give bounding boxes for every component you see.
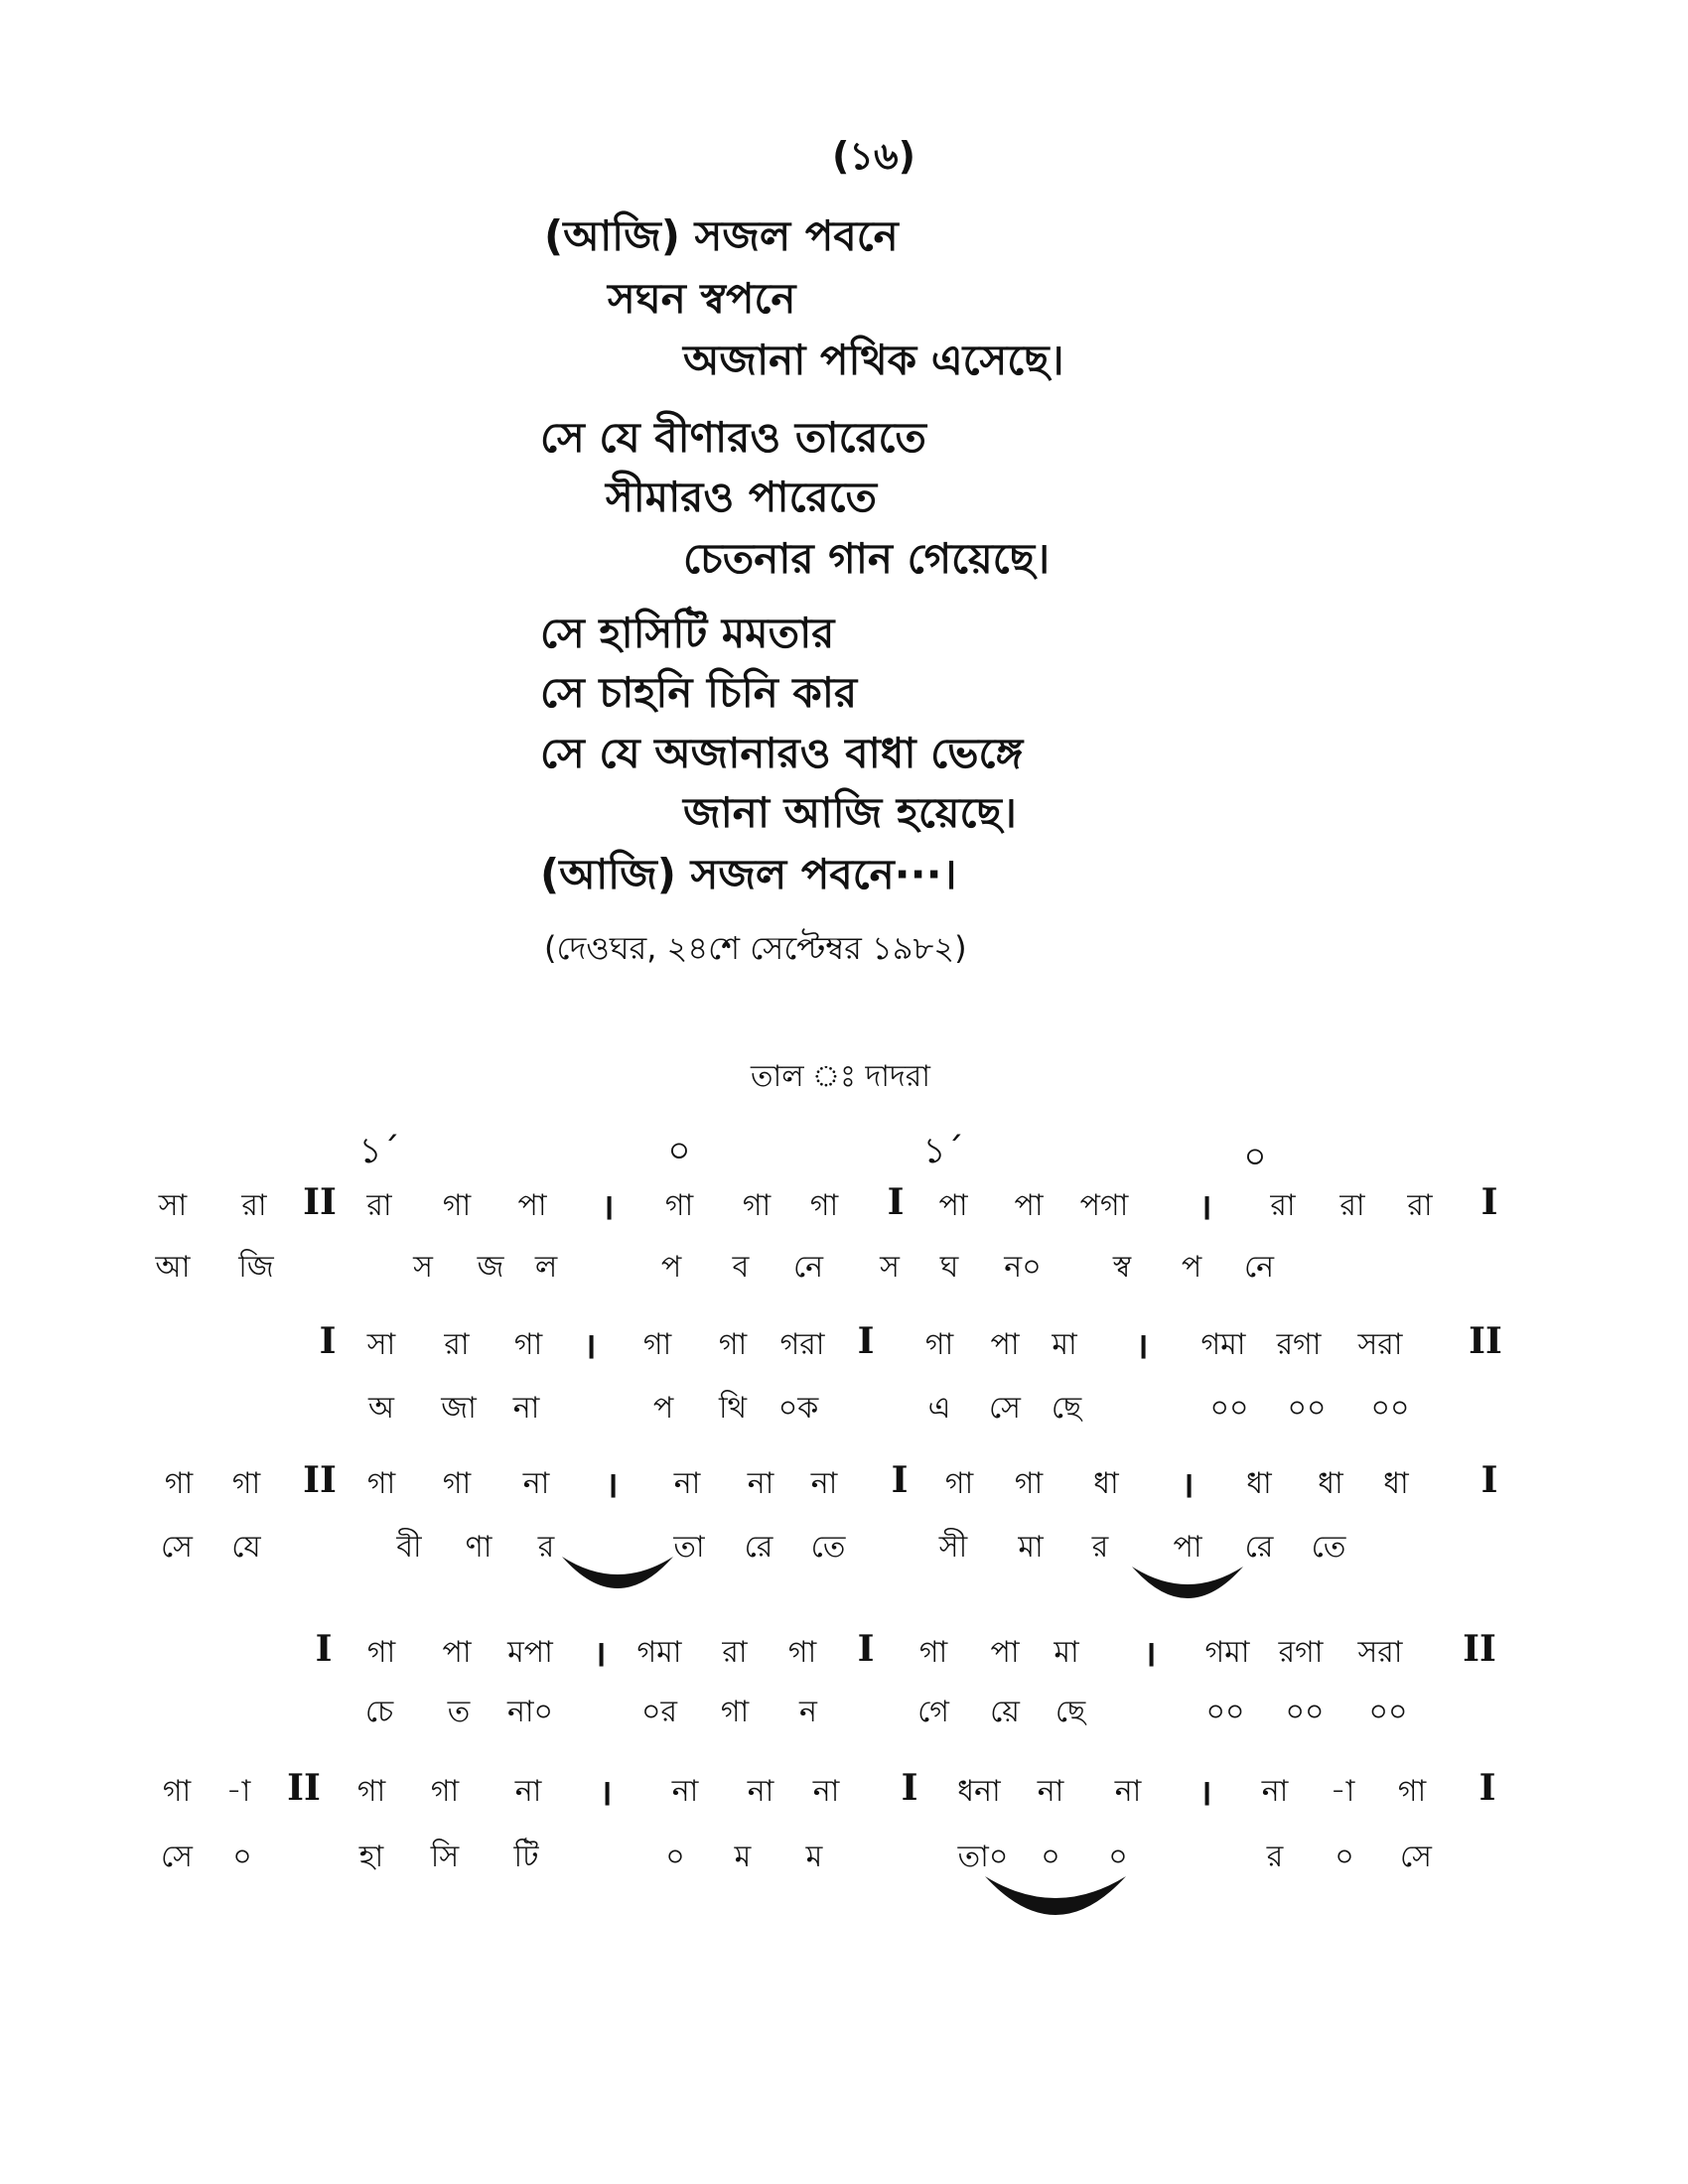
bar-line: II <box>303 1459 337 1501</box>
lyric-cell: ০ <box>1335 1840 1354 1874</box>
lyric-cell: প <box>660 1250 682 1285</box>
bar-line: । <box>1181 1464 1195 1506</box>
note-cell: রা <box>1270 1188 1296 1223</box>
lyric-cell: ম <box>734 1840 752 1874</box>
lyric-cell: ০০ <box>1205 1695 1245 1729</box>
lyric-cell: ণা <box>465 1530 492 1565</box>
lyric-cell: ০ <box>1041 1840 1060 1874</box>
note-cell: না <box>810 1466 838 1501</box>
bar-line: । <box>1198 1186 1212 1228</box>
note-cell: না <box>671 1774 699 1809</box>
note-cell: পা <box>517 1188 547 1223</box>
bar-line: । <box>583 1325 597 1367</box>
note-cell: গা <box>944 1466 974 1501</box>
note-cell: গা <box>164 1466 194 1501</box>
lyric-cell: ঘ <box>939 1250 959 1285</box>
note-cell: ধনা <box>957 1774 1001 1809</box>
lyric-cell: জ <box>477 1250 504 1285</box>
lyric-cell: ০০ <box>1285 1695 1325 1729</box>
lyric-cell: সে <box>161 1840 193 1874</box>
note-cell: গমা <box>1200 1327 1246 1362</box>
bar-line: II <box>303 1181 337 1223</box>
lyric-cell: যে <box>231 1530 261 1565</box>
lyric-cell: র <box>537 1530 555 1565</box>
lyric-cell: জি <box>238 1250 274 1285</box>
lyric-cell: তা <box>673 1530 705 1565</box>
note-cell: পা <box>990 1635 1020 1670</box>
note-cell: গমা <box>636 1635 682 1670</box>
lyric-cell: মা <box>1018 1530 1044 1565</box>
note-cell: গা <box>430 1774 460 1809</box>
lyric-cell: ০ক <box>777 1391 819 1426</box>
lyric-cell: ন০ <box>1004 1250 1042 1285</box>
note-cell: সরা <box>1357 1635 1403 1670</box>
tal-label: তাল ঃ দাদরা <box>751 1059 930 1094</box>
poem-line: (আজি) সজল পবনে···। <box>540 850 957 898</box>
lyric-cell: সি <box>430 1840 460 1874</box>
lyric-cell: ন <box>799 1695 817 1729</box>
lyric-cell: সে <box>989 1391 1021 1426</box>
lyric-cell: ০ <box>232 1840 252 1874</box>
lyric-cell: সে <box>1400 1840 1432 1874</box>
bar-line: II <box>1469 1320 1502 1362</box>
bar-line: । <box>605 1464 619 1506</box>
note-cell: গা <box>356 1774 386 1809</box>
bar-line: I <box>1478 1767 1496 1809</box>
note-cell: গা <box>366 1635 396 1670</box>
beat-mark: ১´ <box>358 1131 400 1171</box>
poem-line: সঘন স্বপনে <box>608 274 796 323</box>
lyric-cell: তা০ <box>957 1840 1009 1874</box>
note-cell: রগা <box>1278 1635 1324 1670</box>
bar-line: I <box>857 1320 875 1362</box>
note-cell: গা <box>742 1188 772 1223</box>
note-cell: পগা <box>1079 1188 1129 1223</box>
page-number: (১৬) <box>831 134 916 178</box>
lyric-cell: নে <box>792 1250 824 1285</box>
lyric-cell: বী <box>396 1530 422 1565</box>
lyric-cell: ছে <box>1055 1695 1086 1729</box>
beat-mark: ০ <box>1243 1137 1267 1177</box>
note-cell: না <box>1037 1774 1064 1809</box>
note-cell: গা <box>664 1188 694 1223</box>
note-cell: রা <box>1339 1188 1365 1223</box>
lyric-cell: জা <box>441 1391 477 1426</box>
note-cell: ধা <box>1246 1466 1272 1501</box>
note-cell: গরা <box>779 1327 825 1362</box>
note-cell: রা <box>241 1188 267 1223</box>
note-cell: রা <box>366 1188 392 1223</box>
note-cell: -া <box>225 1774 251 1809</box>
lyric-cell: ব <box>732 1250 750 1285</box>
lyric-cell: স <box>413 1250 433 1285</box>
lyric-cell: প <box>1181 1250 1202 1285</box>
lyric-cell: স্ব <box>1112 1250 1132 1285</box>
note-cell: না <box>1261 1774 1289 1809</box>
note-cell: রগা <box>1276 1327 1322 1362</box>
poem-line: জানা আজি হয়েছে। <box>683 788 1017 837</box>
lyric-cell: তে <box>1311 1530 1346 1565</box>
note-cell: পা <box>938 1188 968 1223</box>
note-cell: গা <box>162 1774 192 1809</box>
lyric-cell: ছে <box>1051 1391 1082 1426</box>
note-cell: গা <box>809 1188 839 1223</box>
bar-line: I <box>901 1767 918 1809</box>
note-cell: সা <box>366 1327 396 1362</box>
lyric-cell: সী <box>938 1530 968 1565</box>
lyric-cell: গা <box>720 1695 750 1729</box>
note-cell: গা <box>1014 1466 1044 1501</box>
note-cell: মা <box>1054 1635 1079 1670</box>
note-cell: গা <box>918 1635 948 1670</box>
lyric-cell: না <box>512 1391 540 1426</box>
bar-line: । <box>1198 1772 1212 1814</box>
lyric-cell: ০র <box>640 1695 678 1729</box>
note-cell: না <box>522 1466 550 1501</box>
note-cell: না <box>1114 1774 1142 1809</box>
note-cell: গা <box>642 1327 672 1362</box>
bar-line: II <box>287 1767 321 1809</box>
bar-line: II <box>1463 1628 1496 1670</box>
beat-mark: ১´ <box>922 1131 964 1171</box>
slur-mark <box>558 1549 677 1598</box>
lyric-cell: র <box>1266 1840 1284 1874</box>
lyric-cell: ম <box>805 1840 823 1874</box>
slur-mark <box>981 1868 1130 1928</box>
lyric-cell: এ <box>927 1391 951 1426</box>
slur-mark <box>1128 1559 1247 1608</box>
poem-line: (আজি) সজল পবনে <box>544 211 899 260</box>
bar-line: । <box>1143 1633 1157 1675</box>
note-cell: ধা <box>1318 1466 1343 1501</box>
bar-line: I <box>1480 1459 1498 1501</box>
lyric-cell: নে <box>1243 1250 1275 1285</box>
note-cell: গা <box>442 1466 472 1501</box>
note-cell: গা <box>231 1466 261 1501</box>
lyric-cell: হা <box>358 1840 384 1874</box>
note-cell: গা <box>1397 1774 1427 1809</box>
note-cell: না <box>747 1466 774 1501</box>
bar-line: I <box>315 1628 333 1670</box>
note-cell: গা <box>718 1327 748 1362</box>
lyric-cell: গে <box>917 1695 949 1729</box>
note-cell: গা <box>442 1188 472 1223</box>
bar-line: । <box>593 1633 607 1675</box>
lyric-cell: আ <box>155 1250 191 1285</box>
note-cell: সা <box>158 1188 188 1223</box>
note-cell: না <box>514 1774 542 1809</box>
lyric-cell: ০০ <box>1368 1695 1408 1729</box>
poem-line: সে যে অজানারও বাধা ভেঙ্গে <box>540 729 1024 777</box>
note-cell: পা <box>990 1327 1020 1362</box>
note-cell: রা <box>722 1635 748 1670</box>
bar-line: I <box>319 1320 337 1362</box>
note-cell: সরা <box>1357 1327 1403 1362</box>
note-cell: পা <box>442 1635 472 1670</box>
lyric-cell: রে <box>744 1530 774 1565</box>
lyric-cell: ০ <box>665 1840 685 1874</box>
lyric-cell: ০০ <box>1370 1391 1410 1426</box>
poem-line: চেতনার গান গেয়েছে। <box>683 534 1051 583</box>
bar-line: I <box>857 1628 875 1670</box>
lyric-cell: প <box>652 1391 674 1426</box>
lyric-cell: ০০ <box>1209 1391 1249 1426</box>
note-cell: ধা <box>1093 1466 1119 1501</box>
note-cell: গা <box>513 1327 543 1362</box>
note-cell: পা <box>1014 1188 1044 1223</box>
note-cell: না <box>747 1774 774 1809</box>
note-cell: ধা <box>1383 1466 1409 1501</box>
lyric-cell: ত <box>447 1695 471 1729</box>
note-cell: গা <box>924 1327 954 1362</box>
poem-line: সে চাহনি চিনি কার <box>540 668 858 717</box>
lyric-cell: রে <box>1244 1530 1274 1565</box>
poem-line: অজানা পথিক এসেছে। <box>683 336 1064 384</box>
bar-line: I <box>1480 1181 1498 1223</box>
note-cell: না <box>812 1774 840 1809</box>
poem-line: সীমারও পারেতে <box>606 473 877 521</box>
lyric-cell: না০ <box>506 1695 554 1729</box>
bar-line: । <box>601 1186 615 1228</box>
note-cell: গমা <box>1204 1635 1250 1670</box>
bar-line: । <box>599 1772 613 1814</box>
bar-line: I <box>891 1459 909 1501</box>
poem-line: সে যে বীণারও তারেতে <box>540 413 926 462</box>
date-line: (দেওঘর, ২৪শে সেপ্টেম্বর ১৯৮২) <box>544 929 967 967</box>
lyric-cell: পা <box>1173 1530 1202 1565</box>
lyric-cell: ০০ <box>1287 1391 1327 1426</box>
lyric-cell: য়ে <box>990 1695 1020 1729</box>
lyric-cell: স <box>880 1250 900 1285</box>
note-cell: না <box>673 1466 701 1501</box>
note-cell: মা <box>1052 1327 1077 1362</box>
lyric-cell: সে <box>161 1530 193 1565</box>
lyric-cell: ল <box>534 1250 558 1285</box>
note-cell: রা <box>1407 1188 1433 1223</box>
lyric-cell: থি <box>718 1391 748 1426</box>
bar-line: । <box>1135 1325 1149 1367</box>
beat-mark: ০ <box>667 1131 691 1171</box>
poem-line: সে হাসিটি মমতার <box>540 609 835 657</box>
bar-line: I <box>887 1181 905 1223</box>
lyric-cell: টি <box>513 1840 539 1874</box>
note-cell: গা <box>787 1635 817 1670</box>
lyric-cell: তে <box>810 1530 846 1565</box>
lyric-cell: ০ <box>1108 1840 1128 1874</box>
lyric-cell: র <box>1091 1530 1109 1565</box>
note-cell: মপা <box>507 1635 553 1670</box>
note-cell: রা <box>444 1327 470 1362</box>
lyric-cell: অ <box>368 1391 394 1426</box>
lyric-cell: চে <box>364 1695 394 1729</box>
note-cell: গা <box>366 1466 396 1501</box>
note-cell: -া <box>1330 1774 1355 1809</box>
